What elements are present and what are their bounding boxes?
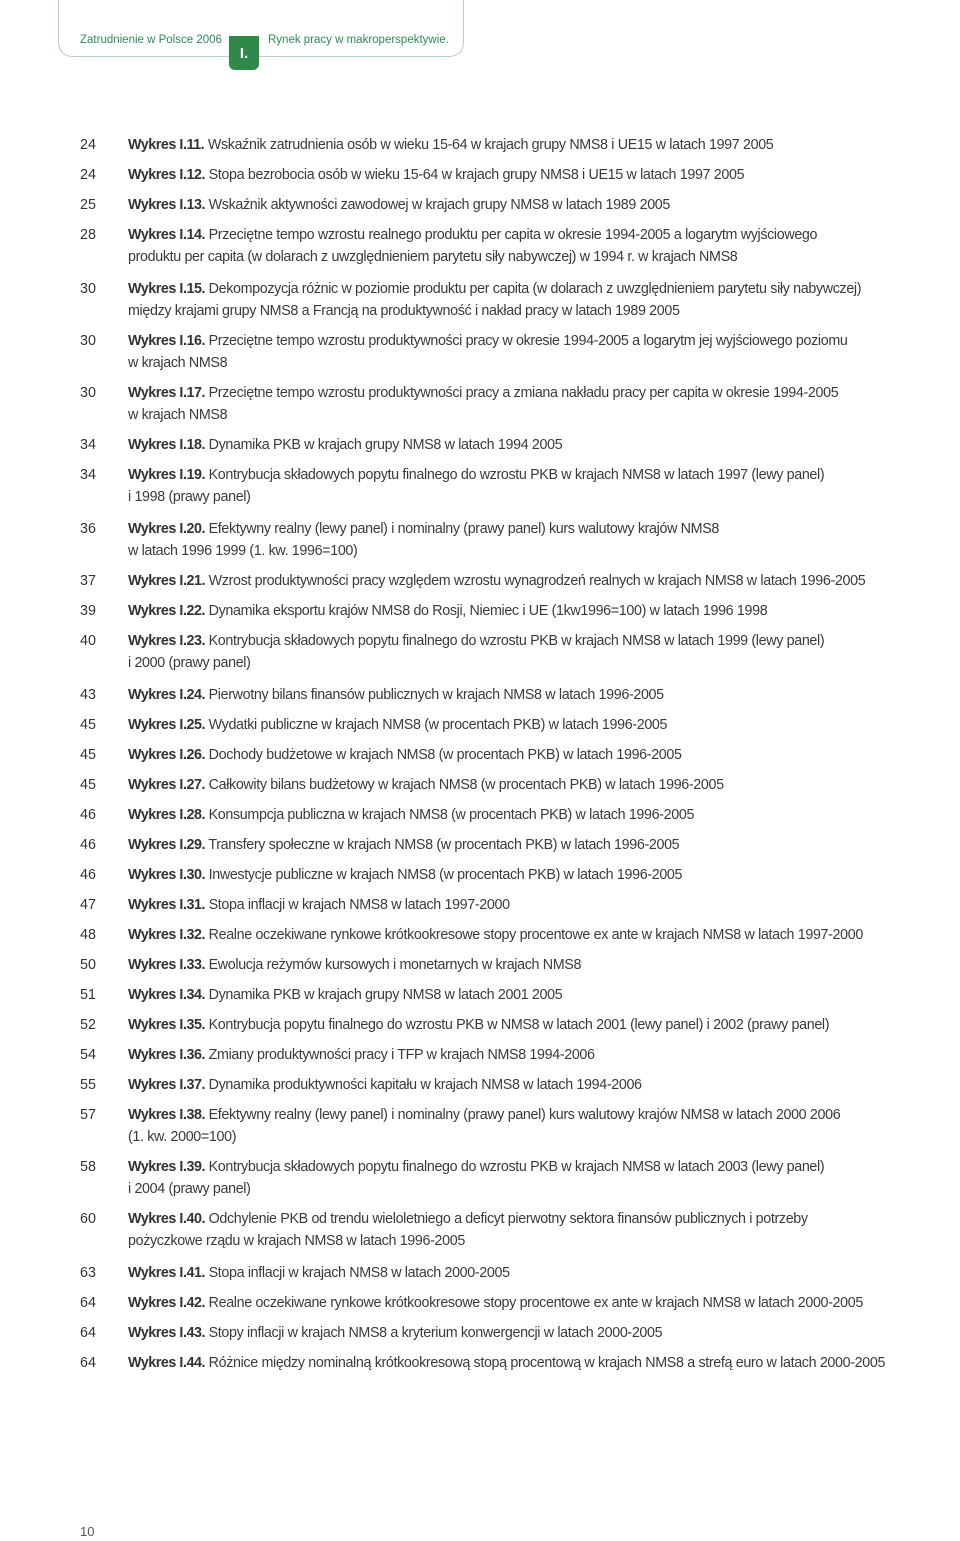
toc-entry-body [128,382,958,426]
figure-title: Przeciętne tempo wzrostu produktywności pracy a zmiana nakładu pracy per capita w okresie 1994-2005 w krajach NMS8 [128,385,839,423]
toc-entry-body [128,894,958,916]
toc-entry-body [128,1074,958,1096]
figure-title: Realne oczekiwane rynkowe krótkookresowe stopy procentowe ex ante w krajach NMS8 w latach 1997-2000 [205,927,863,943]
toc-entry-body [128,1292,958,1314]
toc-page-number: 48 [80,927,96,943]
figure-label: Wykres I.21. [128,573,205,589]
figure-label: Wykres I.35. [128,1017,205,1033]
figure-title: Kontrybucja składowych popytu finalnego do wzrostu PKB w krajach NMS8 w latach 1997 (lewy panel) i 1998 (prawy panel) [128,467,825,505]
header-publication-title: Zatrudnienie w Polsce 2006 [80,34,222,46]
figure-label: Wykres I.18. [128,437,205,453]
toc-entry-body [128,984,958,1006]
toc-page-number: 36 [80,521,96,537]
figure-label: Wykres I.41. [128,1265,205,1281]
toc-page-number: 46 [80,867,96,883]
figure-title: Stopa inflacji w krajach NMS8 w latach 2000-2005 [205,1265,510,1281]
toc-page-number: 40 [80,633,96,649]
toc-entry-body [128,134,958,156]
toc-entry-body [128,954,958,976]
toc-page-number: 54 [80,1047,96,1063]
figure-label: Wykres I.33. [128,957,205,973]
toc-entry-body [128,434,958,456]
figure-label: Wykres I.13. [128,197,205,213]
toc-page-number: 47 [80,897,96,913]
figure-label: Wykres I.15. [128,281,205,297]
figure-label: Wykres I.43. [128,1325,205,1341]
toc-page-number: 64 [80,1325,96,1341]
toc-page-number: 24 [80,137,96,153]
toc-entry-body [128,1322,958,1344]
figure-label: Wykres I.20. [128,521,205,537]
toc-entry-body [128,1208,958,1252]
toc-page-number: 24 [80,167,96,183]
toc-page-number: 64 [80,1355,96,1371]
figure-title: Wskaźnik aktywności zawodowej w krajach grupy NMS8 w latach 1989 2005 [205,197,670,213]
header-tab [58,0,464,57]
figure-label: Wykres I.36. [128,1047,205,1063]
figure-title: Wydatki publiczne w krajach NMS8 (w procentach PKB) w latach 1996-2005 [205,717,668,733]
figure-label: Wykres I.31. [128,897,205,913]
figure-title: Różnice między nominalną krótkookresową stopą procentową w krajach NMS8 a strefą euro w latach 2000-2005 [205,1355,886,1371]
toc-entry-body [128,1104,958,1148]
figure-title: Pierwotny bilans finansów publicznych w krajach NMS8 w latach 1996-2005 [205,687,664,703]
figure-label: Wykres I.22. [128,603,205,619]
figure-title: Stopy inflacji w krajach NMS8 a kryterium konwergencji w latach 2000-2005 [205,1325,663,1341]
toc-entry-body [128,834,958,856]
toc-entry-body [128,630,958,674]
figure-label: Wykres I.11. [128,137,205,153]
toc-entry-body [128,164,958,186]
toc-page-number: 45 [80,747,96,763]
figure-label: Wykres I.40. [128,1211,205,1227]
toc-entry-body [128,1156,958,1200]
toc-page-number: 50 [80,957,96,973]
toc-page-number: 43 [80,687,96,703]
toc-entry-body [128,330,958,374]
toc-entry-body [128,744,958,766]
toc-page-number: 51 [80,987,96,1003]
figure-label: Wykres I.26. [128,747,205,763]
figure-label: Wykres I.34. [128,987,205,1003]
figure-title: Przeciętne tempo wzrostu realnego produktu per capita w okresie 1994-2005 a logarytm wyjściowego produktu per capita (w dolarach z uwzględnieniem parytetu siły nabywczej) w 1994 r. w krajach NMS8 [128,227,818,265]
figure-title: Stopa inflacji w krajach NMS8 w latach 1997-2000 [205,897,510,913]
figure-label: Wykres I.12. [128,167,205,183]
figure-title: Wzrost produktywności pracy względem wzrostu wynagrodzeń realnych w krajach NMS8 w latach 1996-2005 [205,573,866,589]
toc-page-number: 30 [80,385,96,401]
toc-page-number: 57 [80,1107,96,1123]
figure-title: Zmiany produktywności pracy i TFP w krajach NMS8 1994-2006 [205,1047,595,1063]
figure-label: Wykres I.39. [128,1159,205,1175]
toc-entry-body [128,864,958,886]
toc-entry-body [128,464,958,508]
figure-title: Dekompozycja różnic w poziomie produktu per capita (w dolarach z uwzględnieniem parytetu siły nabywczej) między krajami grupy NMS8 a Francją na produktywność i nakład pracy w latach 1989 2005 [128,281,862,319]
figure-label: Wykres I.32. [128,927,205,943]
figure-label: Wykres I.29. [128,837,205,853]
figure-title: Inwestycje publiczne w krajach NMS8 (w procentach PKB) w latach 1996-2005 [205,867,683,883]
toc-page-number: 45 [80,717,96,733]
figure-title: Przeciętne tempo wzrostu produktywności pracy w okresie 1994-2005 a logarytm jej wyjściowego poziomu w krajach NMS8 [128,333,848,371]
figure-title: Wskaźnik zatrudnienia osób w wieku 15-64 w krajach grupy NMS8 i UE15 w latach 1997 2005 [204,137,774,153]
figure-label: Wykres I.25. [128,717,205,733]
toc-page-number: 60 [80,1211,96,1227]
figure-label: Wykres I.17. [128,385,205,401]
figure-title: Dochody budżetowe w krajach NMS8 (w procentach PKB) w latach 1996-2005 [205,747,682,763]
toc-page-number: 64 [80,1295,96,1311]
figure-label: Wykres I.16. [128,333,205,349]
toc-entry-body [128,1262,958,1284]
figure-label: Wykres I.30. [128,867,205,883]
toc-page-number: 63 [80,1265,96,1281]
figure-label: Wykres I.37. [128,1077,205,1093]
toc-entry-body [128,924,958,946]
figure-label: Wykres I.24. [128,687,205,703]
figure-label: Wykres I.28. [128,807,205,823]
figure-title: Ewolucja reżymów kursowych i monetarnych w krajach NMS8 [205,957,582,973]
header-chapter-title: Rynek pracy w makroperspektywie. [268,34,449,46]
figure-title: Całkowity bilans budżetowy w krajach NMS8 (w procentach PKB) w latach 1996-2005 [205,777,724,793]
toc-entry-body [128,278,958,322]
figure-title: Stopa bezrobocia osób w wieku 15-64 w krajach grupy NMS8 i UE15 w latach 1997 2005 [205,167,745,183]
toc-page-number: 30 [80,333,96,349]
figure-title: Dynamika produktywności kapitału w krajach NMS8 w latach 1994-2006 [205,1077,642,1093]
figure-label: Wykres I.14. [128,227,205,243]
figure-title: Dynamika eksportu krajów NMS8 do Rosji, Niemiec i UE (1kw1996=100) w latach 1996 1998 [205,603,768,619]
toc-entry-body [128,1044,958,1066]
toc-entry-body [128,1352,958,1374]
toc-entry-body [128,224,958,268]
toc-page-number: 52 [80,1017,96,1033]
figure-title: Efektywny realny (lewy panel) i nominalny (prawy panel) kurs walutowy krajów NMS8 w latach 1996 1999 (1. kw. 1996=100) [128,521,719,559]
figure-title: Realne oczekiwane rynkowe krótkookresowe stopy procentowe ex ante w krajach NMS8 w latach 2000-2005 [205,1295,863,1311]
figure-title: Kontrybucja składowych popytu finalnego do wzrostu PKB w krajach NMS8 w latach 1999 (lewy panel) i 2000 (prawy panel) [128,633,825,671]
figure-label: Wykres I.44. [128,1355,205,1371]
figure-label: Wykres I.19. [128,467,205,483]
figure-label: Wykres I.38. [128,1107,205,1123]
chapter-badge: I. [229,36,259,70]
toc-entry-body [128,804,958,826]
toc-page-number: 45 [80,777,96,793]
figure-title: Dynamika PKB w krajach grupy NMS8 w latach 2001 2005 [205,987,563,1003]
page-number: 10 [80,1524,95,1539]
figure-title: Efektywny realny (lewy panel) i nominalny (prawy panel) kurs walutowy krajów NMS8 w latach 2000 2006 (1. kw. 2000=100) [128,1107,841,1145]
toc-entry-body [128,1014,958,1036]
toc-page-number: 34 [80,467,96,483]
toc-page-number: 39 [80,603,96,619]
toc-page-number: 55 [80,1077,96,1093]
toc-page-number: 46 [80,837,96,853]
toc-page-number: 37 [80,573,96,589]
figure-title: Kontrybucja składowych popytu finalnego do wzrostu PKB w krajach NMS8 w latach 2003 (lewy panel) i 2004 (prawy panel) [128,1159,825,1197]
toc-page-number: 46 [80,807,96,823]
figure-title: Kontrybucja popytu finalnego do wzrostu PKB w NMS8 w latach 2001 (lewy panel) i 2002 (prawy panel) [205,1017,830,1033]
toc-entry-body [128,714,958,736]
toc-page-number: 25 [80,197,96,213]
figure-title: Dynamika PKB w krajach grupy NMS8 w latach 1994 2005 [205,437,563,453]
toc-entry-body [128,684,958,706]
figure-label: Wykres I.23. [128,633,205,649]
figure-title: Konsumpcja publiczna w krajach NMS8 (w procentach PKB) w latach 1996-2005 [205,807,695,823]
figure-title: Odchylenie PKB od trendu wieloletniego a deficyt pierwotny sektora finansów publicznych i potrzeby pożyczkowe rządu w krajach NMS8 w latach 1996-2005 [128,1211,808,1249]
toc-page-number: 58 [80,1159,96,1175]
figure-label: Wykres I.27. [128,777,205,793]
toc-entry-body [128,194,958,216]
toc-page-number: 34 [80,437,96,453]
toc-entry-body [128,518,958,562]
toc-entry-body [128,570,958,592]
toc-page-number: 30 [80,281,96,297]
toc-entry-body [128,600,958,622]
figure-label: Wykres I.42. [128,1295,205,1311]
figure-title: Transfery społeczne w krajach NMS8 (w procentach PKB) w latach 1996-2005 [205,837,680,853]
toc-page-number: 28 [80,227,96,243]
toc-entry-body [128,774,958,796]
